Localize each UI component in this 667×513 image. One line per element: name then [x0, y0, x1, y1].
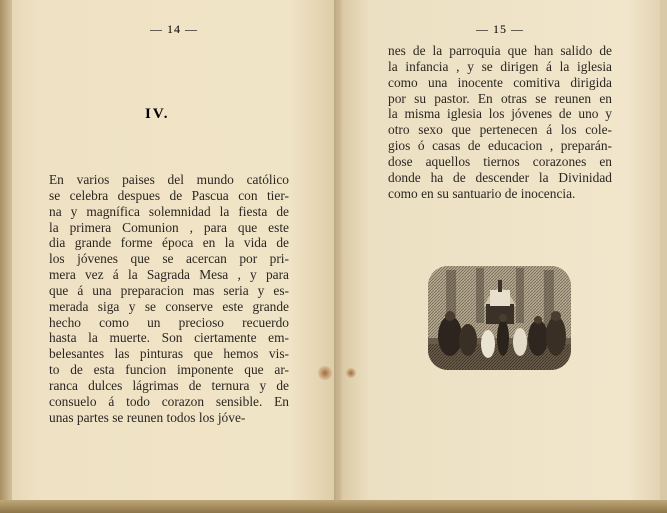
text-line: belesantes las pinturas que hemos vis-: [49, 346, 289, 362]
text-line: la misma iglesia los jóvenes de uno y: [388, 106, 612, 122]
text-line: nes de la parroquia que han salido de: [388, 43, 612, 58]
text-line: ranca dulces lágrimas de ternura y de: [49, 377, 289, 393]
text-line: consuelo á todo corazon sensible. En: [49, 393, 289, 409]
text-line: dia grande forme época en la vida de: [49, 235, 289, 251]
text-line: otro sexo que pertenecen á los cole-: [388, 122, 612, 138]
text-line: dose aquellos tiernos corazones en: [388, 153, 612, 169]
chapter-heading: IV.: [145, 106, 170, 122]
text-line: na y magnífica solemnidad la fiesta de: [49, 203, 289, 219]
text-line: por su pastor. En otras se reunen en: [388, 90, 612, 106]
church-scene-icon: [428, 266, 571, 370]
left-page-number: — 14 —: [150, 22, 198, 36]
text-line: En varios paises del mundo católico: [49, 172, 289, 187]
text-line: unas partes se reunen todos los jóve-: [49, 409, 246, 425]
book-gutter: [334, 0, 342, 505]
text-line: to de esta funcion imponente que ar-: [49, 362, 289, 378]
text-line: donde ha de descender la Divinidad: [388, 169, 612, 185]
book-bottom-edge: [0, 500, 667, 513]
text-line: como una inocente comitiva dirigida: [388, 74, 612, 90]
text-line: mera vez á la Sagrada Mesa , y para: [49, 267, 289, 283]
left-page-text: [49, 172, 289, 426]
text-line: merada siga y se conserve este grande: [49, 298, 289, 314]
foxing-stain: [346, 368, 356, 378]
text-line: que á una preparacion mas seria y es-: [49, 282, 289, 298]
right-page-text: [388, 43, 612, 201]
right-page-number: — 15 —: [476, 22, 524, 36]
text-line: hecho como un precioso recuerdo: [49, 314, 289, 330]
text-line: se celebra despues de Pascua con tier-: [49, 187, 289, 203]
text-line: gios ó casas de educacion , preparán-: [388, 138, 612, 154]
text-line: la infancia , y se dirigen á la iglesia: [388, 58, 612, 74]
text-line: los jóvenes que se acercan por pri-: [49, 251, 289, 267]
engraving-illustration: [428, 266, 571, 370]
foxing-stain: [318, 366, 332, 380]
text-line: la primera Comunion , para que este: [49, 219, 289, 235]
text-line: hasta la muerte. Son ciertamente em-: [49, 330, 289, 346]
text-line: como en su santuario de inocencia.: [388, 185, 576, 201]
